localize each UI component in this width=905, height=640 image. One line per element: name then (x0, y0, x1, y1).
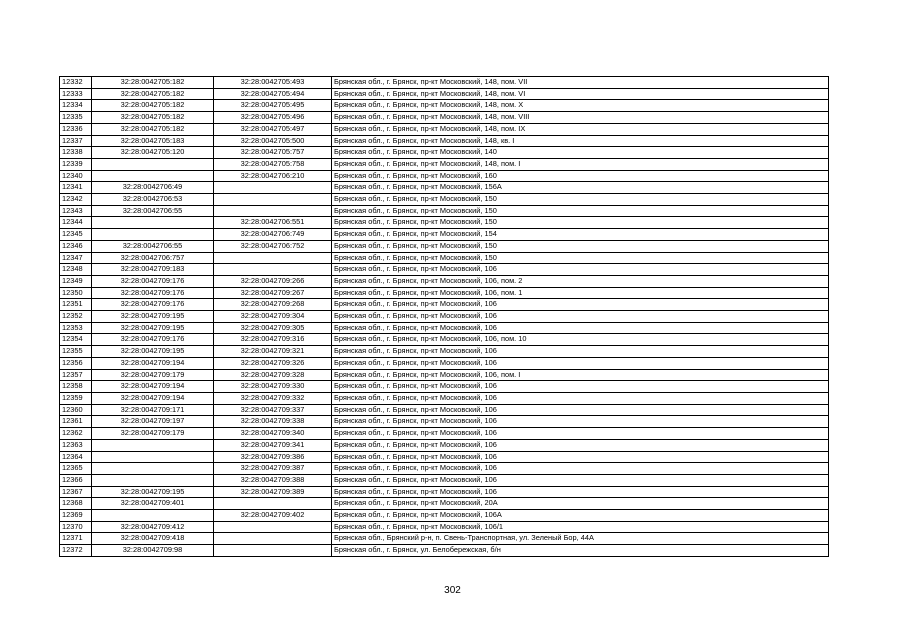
address-cell: Брянская обл., г. Брянск, пр-кт Московский, 106 (332, 451, 829, 463)
table-row (60, 112, 829, 124)
table-row (60, 158, 829, 170)
address-cell: Брянская обл., г. Брянск, пр-кт Московский, 140 (332, 147, 829, 159)
row-number-cell: 12371 (60, 533, 92, 545)
cadastral-number-cell (92, 451, 214, 463)
address-cell: Брянская обл., г. Брянск, пр-кт Московский, 148, пом. VIII (332, 112, 829, 124)
object-number-cell: 32:28:0042705:758 (214, 158, 332, 170)
object-number-cell: 32:28:0042705:757 (214, 147, 332, 159)
table-row (60, 451, 829, 463)
address-cell: Брянская обл., г. Брянск, пр-кт Московский, 148, пом. IX (332, 123, 829, 135)
object-number-cell: 32:28:0042705:500 (214, 135, 332, 147)
table-row (60, 147, 829, 159)
cadastral-number-cell: 32:28:0042709:418 (92, 533, 214, 545)
row-number-cell: 12369 (60, 510, 92, 522)
object-number-cell: 32:28:0042709:267 (214, 287, 332, 299)
row-number-cell: 12345 (60, 229, 92, 241)
table-row (60, 428, 829, 440)
address-cell: Брянская обл., г. Брянск, пр-кт Московский, 106 (332, 416, 829, 428)
address-cell: Брянская обл., г. Брянск, пр-кт Московский, 156А (332, 182, 829, 194)
row-number-cell: 12342 (60, 194, 92, 206)
table-row (60, 135, 829, 147)
table-row (60, 77, 829, 89)
cadastral-number-cell (92, 217, 214, 229)
address-cell: Брянская обл., г. Брянск, пр-кт Московский, 150 (332, 205, 829, 217)
row-number-cell: 12372 (60, 545, 92, 557)
object-number-cell: 32:28:0042709:341 (214, 439, 332, 451)
table-row (60, 521, 829, 533)
row-number-cell: 12340 (60, 170, 92, 182)
row-number-cell: 12346 (60, 240, 92, 252)
table-row (60, 100, 829, 112)
table-row (60, 240, 829, 252)
address-cell: Брянская обл., г. Брянск, пр-кт Московский, 106/1 (332, 521, 829, 533)
object-number-cell (214, 498, 332, 510)
address-cell: Брянская обл., г. Брянск, пр-кт Московский, 150 (332, 217, 829, 229)
address-cell: Брянская обл., Брянский р-н, п. Свень-Транспортная, ул. Зеленый Бор, 44А (332, 533, 829, 545)
cadastral-number-cell: 32:28:0042709:179 (92, 428, 214, 440)
row-number-cell: 12362 (60, 428, 92, 440)
table-row (60, 252, 829, 264)
object-number-cell (214, 264, 332, 276)
address-cell: Брянская обл., г. Брянск, пр-кт Московский, 106, пом. 2 (332, 275, 829, 287)
address-cell: Брянская обл., г. Брянск, пр-кт Московский, 106 (332, 439, 829, 451)
table-row (60, 381, 829, 393)
table-row (60, 311, 829, 323)
table-row (60, 264, 829, 276)
row-number-cell: 12360 (60, 404, 92, 416)
object-number-cell (214, 205, 332, 217)
table-row (60, 486, 829, 498)
cadastral-number-cell: 32:28:0042705:182 (92, 123, 214, 135)
cadastral-number-cell: 32:28:0042709:194 (92, 357, 214, 369)
row-number-cell: 12344 (60, 217, 92, 229)
address-cell: Брянская обл., г. Брянск, пр-кт Московский, 106 (332, 392, 829, 404)
object-number-cell: 32:28:0042709:338 (214, 416, 332, 428)
cadastral-number-cell: 32:28:0042709:98 (92, 545, 214, 557)
row-number-cell: 12349 (60, 275, 92, 287)
cadastral-number-cell: 32:28:0042709:183 (92, 264, 214, 276)
cadastral-number-cell: 32:28:0042705:182 (92, 88, 214, 100)
page-number: 302 (444, 585, 461, 596)
object-number-cell: 32:28:0042706:551 (214, 217, 332, 229)
row-number-cell: 12365 (60, 463, 92, 475)
table-row (60, 182, 829, 194)
table-row (60, 369, 829, 381)
table-row (60, 299, 829, 311)
address-cell: Брянская обл., г. Брянск, пр-кт Московский, 106, пом. I (332, 369, 829, 381)
row-number-cell: 12358 (60, 381, 92, 393)
row-number-cell: 12355 (60, 346, 92, 358)
row-number-cell: 12359 (60, 392, 92, 404)
row-number-cell: 12364 (60, 451, 92, 463)
table-row (60, 88, 829, 100)
address-cell: Брянская обл., г. Брянск, пр-кт Московский, 148, пом. VI (332, 88, 829, 100)
object-number-cell: 32:28:0042705:494 (214, 88, 332, 100)
cadastral-number-cell: 32:28:0042709:179 (92, 369, 214, 381)
object-number-cell: 32:28:0042706:752 (214, 240, 332, 252)
object-number-cell: 32:28:0042706:210 (214, 170, 332, 182)
object-number-cell: 32:28:0042705:495 (214, 100, 332, 112)
row-number-cell: 12363 (60, 439, 92, 451)
cadastral-number-cell: 32:28:0042709:195 (92, 486, 214, 498)
address-cell: Брянская обл., г. Брянск, пр-кт Московский, 106 (332, 463, 829, 475)
cadastral-number-cell: 32:28:0042709:176 (92, 275, 214, 287)
cadastral-number-cell: 32:28:0042709:412 (92, 521, 214, 533)
address-cell: Брянская обл., г. Брянск, пр-кт Московский, 106 (332, 357, 829, 369)
object-number-cell (214, 521, 332, 533)
address-cell: Брянская обл., г. Брянск, пр-кт Московский, 106, пом. 10 (332, 334, 829, 346)
address-cell: Брянская обл., г. Брянск, пр-кт Московский, 106 (332, 346, 829, 358)
table-row (60, 498, 829, 510)
object-number-cell (214, 252, 332, 264)
row-number-cell: 12332 (60, 77, 92, 89)
row-number-cell: 12337 (60, 135, 92, 147)
table-row (60, 287, 829, 299)
row-number-cell: 12339 (60, 158, 92, 170)
cadastral-number-cell: 32:28:0042709:194 (92, 381, 214, 393)
object-number-cell: 32:28:0042709:337 (214, 404, 332, 416)
object-number-cell (214, 533, 332, 545)
object-number-cell: 32:28:0042709:268 (214, 299, 332, 311)
object-number-cell: 32:28:0042709:328 (214, 369, 332, 381)
address-cell: Брянская обл., г. Брянск, пр-кт Московский, 154 (332, 229, 829, 241)
registry-table-body (60, 77, 829, 557)
object-number-cell: 32:28:0042709:305 (214, 322, 332, 334)
registry-table (59, 76, 829, 557)
cadastral-number-cell: 32:28:0042706:757 (92, 252, 214, 264)
row-number-cell: 12335 (60, 112, 92, 124)
table-row (60, 416, 829, 428)
address-cell: Брянская обл., г. Брянск, пр-кт Московский, 106 (332, 264, 829, 276)
object-number-cell: 32:28:0042709:332 (214, 392, 332, 404)
table-row (60, 463, 829, 475)
row-number-cell: 12334 (60, 100, 92, 112)
cadastral-number-cell: 32:28:0042705:182 (92, 100, 214, 112)
cadastral-number-cell: 32:28:0042709:194 (92, 392, 214, 404)
object-number-cell: 32:28:0042709:330 (214, 381, 332, 393)
table-row (60, 404, 829, 416)
cadastral-number-cell (92, 158, 214, 170)
address-cell: Брянская обл., г. Брянск, пр-кт Московский, 106 (332, 428, 829, 440)
table-row (60, 474, 829, 486)
cadastral-number-cell: 32:28:0042709:195 (92, 346, 214, 358)
table-row (60, 194, 829, 206)
row-number-cell: 12352 (60, 311, 92, 323)
table-row (60, 357, 829, 369)
table-row (60, 392, 829, 404)
object-number-cell: 32:28:0042709:321 (214, 346, 332, 358)
row-number-cell: 12350 (60, 287, 92, 299)
address-cell: Брянская обл., г. Брянск, пр-кт Московский, 150 (332, 240, 829, 252)
row-number-cell: 12343 (60, 205, 92, 217)
row-number-cell: 12351 (60, 299, 92, 311)
table-row (60, 439, 829, 451)
object-number-cell: 32:28:0042709:388 (214, 474, 332, 486)
table-row (60, 170, 829, 182)
cadastral-number-cell: 32:28:0042709:195 (92, 311, 214, 323)
row-number-cell: 12336 (60, 123, 92, 135)
address-cell: Брянская обл., г. Брянск, пр-кт Московский, 106 (332, 486, 829, 498)
object-number-cell: 32:28:0042705:496 (214, 112, 332, 124)
address-cell: Брянская обл., г. Брянск, пр-кт Московский, 148, пом. I (332, 158, 829, 170)
object-number-cell: 32:28:0042709:326 (214, 357, 332, 369)
cadastral-number-cell: 32:28:0042706:53 (92, 194, 214, 206)
cadastral-number-cell: 32:28:0042709:176 (92, 334, 214, 346)
address-cell: Брянская обл., г. Брянск, ул. Белобережская, б/н (332, 545, 829, 557)
object-number-cell: 32:28:0042705:497 (214, 123, 332, 135)
row-number-cell: 12370 (60, 521, 92, 533)
object-number-cell (214, 545, 332, 557)
address-cell: Брянская обл., г. Брянск, пр-кт Московский, 106 (332, 311, 829, 323)
row-number-cell: 12368 (60, 498, 92, 510)
cadastral-number-cell: 32:28:0042709:176 (92, 287, 214, 299)
table-row (60, 334, 829, 346)
table-row (60, 533, 829, 545)
cadastral-number-cell: 32:28:0042709:171 (92, 404, 214, 416)
address-cell: Брянская обл., г. Брянск, пр-кт Московский, 148, пом. X (332, 100, 829, 112)
table-row (60, 205, 829, 217)
table-row (60, 229, 829, 241)
cadastral-number-cell: 32:28:0042705:120 (92, 147, 214, 159)
object-number-cell: 32:28:0042709:387 (214, 463, 332, 475)
cadastral-number-cell: 32:28:0042705:183 (92, 135, 214, 147)
cadastral-number-cell (92, 474, 214, 486)
row-number-cell: 12366 (60, 474, 92, 486)
row-number-cell: 12341 (60, 182, 92, 194)
object-number-cell (214, 194, 332, 206)
cadastral-number-cell: 32:28:0042705:182 (92, 112, 214, 124)
table-row (60, 217, 829, 229)
object-number-cell: 32:28:0042709:402 (214, 510, 332, 522)
cadastral-number-cell (92, 229, 214, 241)
table-row (60, 545, 829, 557)
table-row (60, 322, 829, 334)
table-row (60, 346, 829, 358)
cadastral-number-cell: 32:28:0042709:195 (92, 322, 214, 334)
address-cell: Брянская обл., г. Брянск, пр-кт Московский, 106 (332, 322, 829, 334)
row-number-cell: 12347 (60, 252, 92, 264)
cadastral-number-cell: 32:28:0042706:55 (92, 205, 214, 217)
row-number-cell: 12361 (60, 416, 92, 428)
address-cell: Брянская обл., г. Брянск, пр-кт Московский, 148, пом. VII (332, 77, 829, 89)
object-number-cell: 32:28:0042706:749 (214, 229, 332, 241)
object-number-cell: 32:28:0042709:386 (214, 451, 332, 463)
cadastral-number-cell: 32:28:0042709:176 (92, 299, 214, 311)
table-row (60, 275, 829, 287)
cadastral-number-cell (92, 463, 214, 475)
cadastral-number-cell (92, 170, 214, 182)
row-number-cell: 12338 (60, 147, 92, 159)
row-number-cell: 12367 (60, 486, 92, 498)
address-cell: Брянская обл., г. Брянск, пр-кт Московский, 150 (332, 252, 829, 264)
address-cell: Брянская обл., г. Брянск, пр-кт Московский, 106, пом. 1 (332, 287, 829, 299)
cadastral-number-cell (92, 439, 214, 451)
address-cell: Брянская обл., г. Брянск, пр-кт Московский, 106 (332, 404, 829, 416)
cadastral-number-cell: 32:28:0042706:49 (92, 182, 214, 194)
row-number-cell: 12353 (60, 322, 92, 334)
object-number-cell: 32:28:0042709:316 (214, 334, 332, 346)
row-number-cell: 12354 (60, 334, 92, 346)
address-cell: Брянская обл., г. Брянск, пр-кт Московский, 106 (332, 381, 829, 393)
address-cell: Брянская обл., г. Брянск, пр-кт Московский, 150 (332, 194, 829, 206)
row-number-cell: 12348 (60, 264, 92, 276)
cadastral-number-cell: 32:28:0042709:401 (92, 498, 214, 510)
address-cell: Брянская обл., г. Брянск, пр-кт Московский, 160 (332, 170, 829, 182)
cadastral-number-cell: 32:28:0042709:197 (92, 416, 214, 428)
object-number-cell (214, 182, 332, 194)
cadastral-number-cell: 32:28:0042706:55 (92, 240, 214, 252)
address-cell: Брянская обл., г. Брянск, пр-кт Московский, 106 (332, 299, 829, 311)
address-cell: Брянская обл., г. Брянск, пр-кт Московский, 148, кв. I (332, 135, 829, 147)
cadastral-number-cell: 32:28:0042705:182 (92, 77, 214, 89)
object-number-cell: 32:28:0042709:266 (214, 275, 332, 287)
address-cell: Брянская обл., г. Брянск, пр-кт Московский, 20А (332, 498, 829, 510)
cadastral-number-cell (92, 510, 214, 522)
object-number-cell: 32:28:0042709:304 (214, 311, 332, 323)
object-number-cell: 32:28:0042709:389 (214, 486, 332, 498)
object-number-cell: 32:28:0042709:340 (214, 428, 332, 440)
row-number-cell: 12357 (60, 369, 92, 381)
table-row (60, 123, 829, 135)
address-cell: Брянская обл., г. Брянск, пр-кт Московский, 106 (332, 474, 829, 486)
row-number-cell: 12333 (60, 88, 92, 100)
row-number-cell: 12356 (60, 357, 92, 369)
table-row (60, 510, 829, 522)
address-cell: Брянская обл., г. Брянск, пр-кт Московский, 106А (332, 510, 829, 522)
object-number-cell: 32:28:0042705:493 (214, 77, 332, 89)
